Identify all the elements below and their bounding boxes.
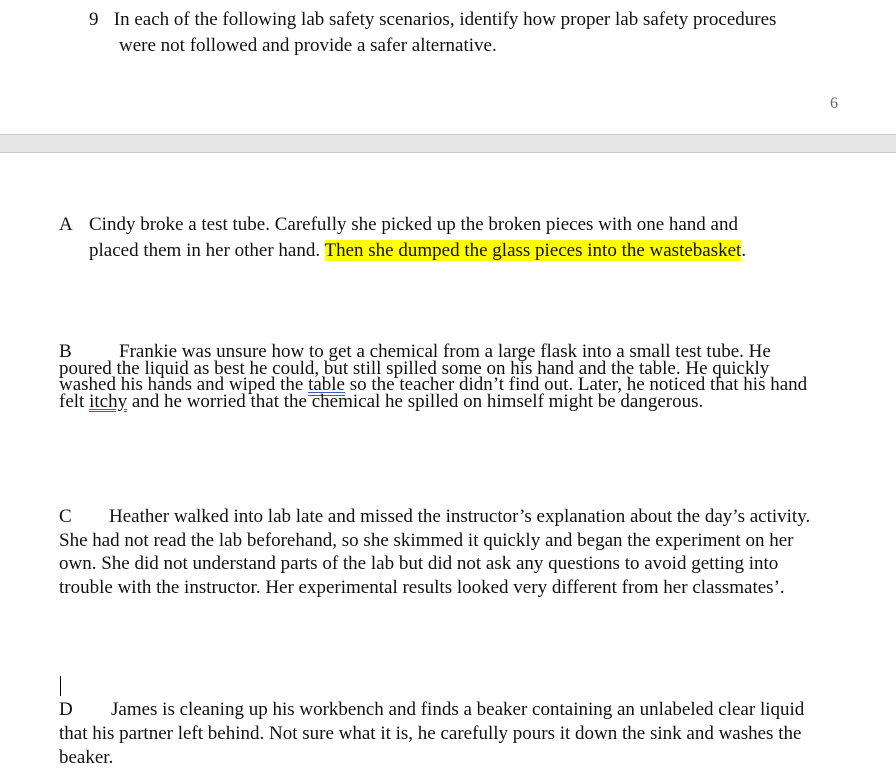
scenario-a-line2 bbox=[59, 238, 829, 264]
grammar-flag-table[interactable]: table bbox=[308, 374, 345, 395]
scenario-d[interactable] bbox=[59, 698, 829, 770]
scenario-b-text-2: so the teacher didn’t find out. Later, he noticed that his hand felt bbox=[59, 374, 808, 412]
question-9[interactable] bbox=[89, 7, 829, 59]
scenario-a[interactable] bbox=[59, 212, 829, 264]
scenario-b-text-1: Frankie was unsure how to get a chemical from a large flask into a small test tube. He poured the liquid as best he could, but still spilled some on his hand and the table. He quickly washed his hands and wiped the bbox=[59, 341, 771, 395]
question-text-line1: In each of the following lab safety scenarios, identify how proper lab safety procedures bbox=[113, 9, 777, 30]
scenario-a-letter: A bbox=[59, 214, 73, 235]
question-number: 9 bbox=[89, 9, 99, 30]
document-page-top bbox=[0, 0, 896, 134]
scenario-a-period: . bbox=[741, 240, 747, 261]
scenario-a-plain-text: placed them in her other hand. bbox=[89, 240, 325, 261]
scenario-c[interactable] bbox=[59, 505, 829, 599]
scenario-a-line1: Cindy broke a test tube. Carefully she picked up the broken pieces with one hand and bbox=[89, 214, 738, 235]
scenario-b-letter: B bbox=[59, 341, 72, 362]
scenario-c-letter: C bbox=[59, 506, 72, 527]
scenario-d-text: James is cleaning up his workbench and finds a beaker containing an unlabeled clear liquid that his partner left behind. Not sure what it is, he carefully pours it down the sink and washes the beaker. bbox=[59, 699, 805, 768]
scenario-a-highlighted-text[interactable]: Then she dumped the glass pieces into the wastebasket bbox=[324, 240, 742, 261]
question-text-line2: were not followed and provide a safer alternative. bbox=[119, 35, 497, 56]
page-number: 6 bbox=[830, 95, 838, 112]
page-break-gap bbox=[0, 134, 896, 153]
scenario-b-text-3: and he worried that the chemical he spilled on himself might be dangerous. bbox=[127, 390, 704, 412]
text-cursor bbox=[60, 676, 61, 696]
scenario-d-letter: D bbox=[59, 699, 73, 720]
scenario-b[interactable] bbox=[59, 341, 819, 412]
grammar-flag-itchy[interactable]: itchy bbox=[89, 390, 128, 412]
scenario-c-text: Heather walked into lab late and missed the instructor’s explanation about the day’s activity. She had not read the lab beforehand, so she skimmed it quickly and began the experiment on her own. She did not understand parts of the lab but did not ask any questions to avoid getting into trouble with the instructor. Her experimental results looked very different from her classmates’. bbox=[59, 506, 811, 598]
